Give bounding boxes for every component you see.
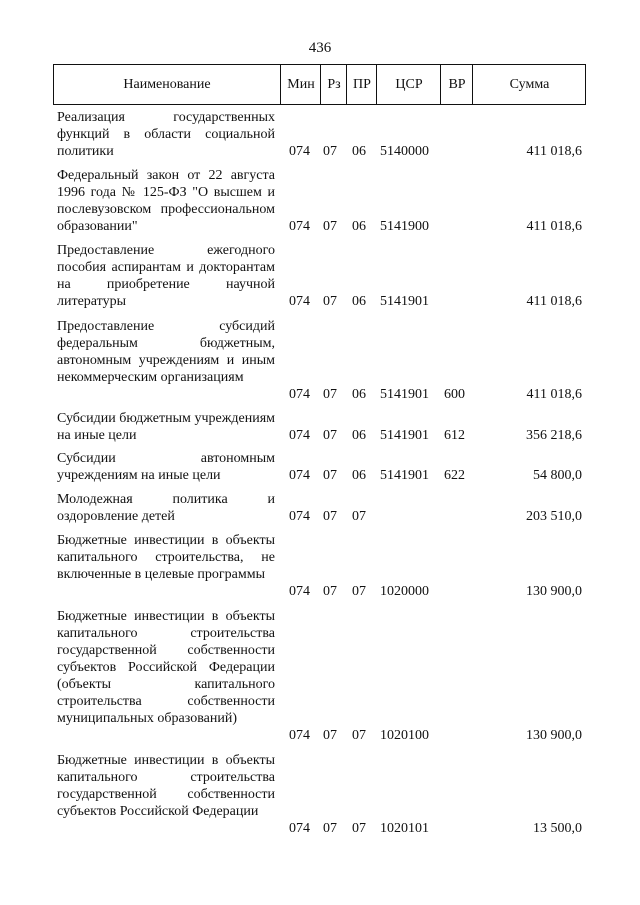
row-name: Молодежная политика и оздоровление детей: [57, 492, 275, 524]
row-min: 074: [289, 509, 310, 524]
row-sum: 54 800,0: [533, 468, 582, 483]
row-csr: 5141901: [380, 468, 429, 483]
row-rz: 07: [323, 387, 337, 402]
row-pr: 06: [352, 294, 366, 309]
row-pr: 07: [352, 509, 366, 524]
row-sum: 411 018,6: [526, 387, 582, 402]
row-name: Федеральный закон от 22 августа 1996 года № 125-ФЗ "О высшем и послевузовском профессиональном образовании": [57, 168, 275, 234]
row-sum: 203 510,0: [526, 509, 582, 524]
row-pr: 06: [352, 468, 366, 483]
row-min: 074: [289, 428, 310, 443]
row-sum: 356 218,6: [526, 428, 582, 443]
row-name: Предоставление ежегодного пособия аспирантам и докторантам на приобретение научной литературы: [57, 243, 275, 309]
row-name: Бюджетные инвестиции в объекты капитального строительства, не включенные в целевые программы: [57, 533, 275, 582]
header-csr: ЦСР: [376, 65, 441, 104]
row-rz: 07: [323, 821, 337, 836]
row-pr: 06: [352, 144, 366, 159]
row-csr: 5141901: [380, 387, 429, 402]
row-min: 074: [289, 584, 310, 599]
row-sum: 130 900,0: [526, 728, 582, 743]
row-vr: 622: [444, 468, 465, 483]
row-csr: 1020000: [380, 584, 429, 599]
row-sum: 411 018,6: [526, 294, 582, 309]
row-rz: 07: [323, 428, 337, 443]
row-sum: 13 500,0: [533, 821, 582, 836]
row-name: Бюджетные инвестиции в объекты капитального строительства государственной собственности субъектов Российской Федерации (объекты капитального строительства собственности муниципальных образований): [57, 609, 275, 726]
row-pr: 06: [352, 387, 366, 402]
header-name: Наименование: [123, 77, 211, 92]
row-rz: 07: [323, 728, 337, 743]
row-rz: 07: [323, 468, 337, 483]
row-min: 074: [289, 294, 310, 309]
row-name: Предоставление субсидий федеральным бюджетным, автономным учреждениям и иным некоммерческим организациям: [57, 319, 275, 385]
header-sum: Сумма: [472, 65, 586, 104]
row-sum: 411 018,6: [526, 219, 582, 234]
header-vr: ВР: [440, 65, 473, 104]
row-sum: 130 900,0: [526, 584, 582, 599]
row-min: 074: [289, 219, 310, 234]
row-rz: 07: [323, 219, 337, 234]
row-csr: 5141900: [380, 219, 429, 234]
row-min: 074: [289, 144, 310, 159]
row-rz: 07: [323, 509, 337, 524]
header-rz: Рз: [320, 65, 347, 104]
row-name: Субсидии бюджетным учреждениям на иные цели: [57, 411, 275, 443]
row-pr: 07: [352, 728, 366, 743]
row-csr: 1020101: [380, 821, 429, 836]
row-pr: 06: [352, 219, 366, 234]
row-name: Бюджетные инвестиции в объекты капитального строительства государственной собственности субъектов Российской Федерации: [57, 753, 275, 819]
row-pr: 07: [352, 584, 366, 599]
page-number: 436: [308, 40, 332, 56]
row-name: Реализация государственных функций в области социальной политики: [57, 110, 275, 159]
row-min: 074: [289, 468, 310, 483]
row-sum: 411 018,6: [526, 144, 582, 159]
row-csr: 5141901: [380, 294, 429, 309]
row-csr: 1020100: [380, 728, 429, 743]
row-min: 074: [289, 728, 310, 743]
row-pr: 06: [352, 428, 366, 443]
row-vr: 612: [444, 428, 465, 443]
row-vr: 600: [444, 387, 465, 402]
row-csr: 5140000: [380, 144, 429, 159]
header-min: Мин: [280, 65, 321, 104]
row-min: 074: [289, 387, 310, 402]
table-header: [53, 64, 586, 105]
row-rz: 07: [323, 144, 337, 159]
row-rz: 07: [323, 294, 337, 309]
row-rz: 07: [323, 584, 337, 599]
row-pr: 07: [352, 821, 366, 836]
row-name: Субсидии автономным учреждениям на иные цели: [57, 451, 275, 483]
header-pr: ПР: [346, 65, 377, 104]
row-csr: 5141901: [380, 428, 429, 443]
row-min: 074: [289, 821, 310, 836]
